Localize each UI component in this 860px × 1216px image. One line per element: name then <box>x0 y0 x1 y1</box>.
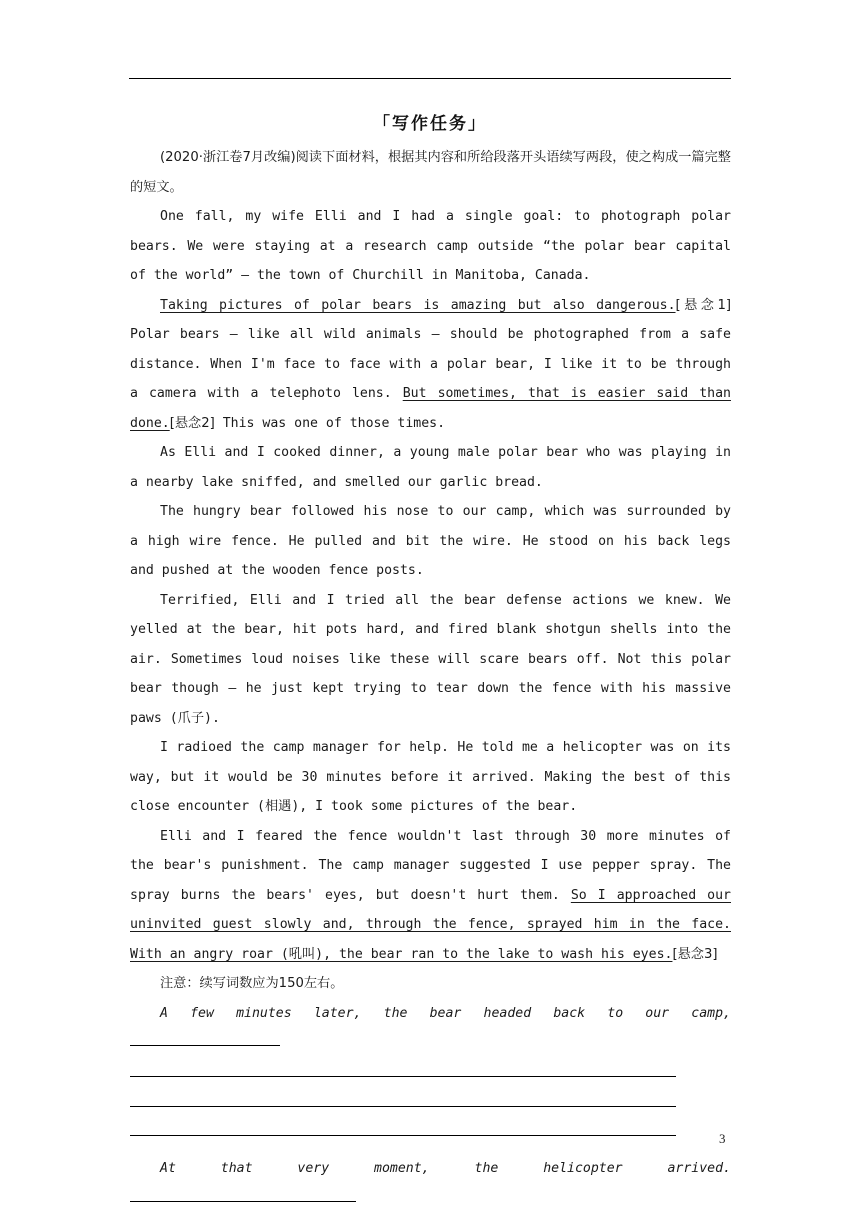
header-rule <box>129 78 731 79</box>
suspense-tag-3: [悬念3] <box>672 946 718 962</box>
writing-blank[interactable] <box>130 1187 356 1202</box>
page-number: 3 <box>719 1131 726 1146</box>
continuation-prompt-1 <box>130 999 731 1058</box>
document-body <box>130 143 731 1213</box>
suspense-sentence-2: But sometimes, that is easier said than done. <box>130 386 731 431</box>
writing-blank[interactable] <box>130 1031 280 1046</box>
story-paragraph-1: One fall, my wife Elli and I had a single goal: to photograph polar bears. We were staying at a research camp outside “the polar bear capital of the world” — the town of Churchill in Manitoba, Canada. <box>130 209 731 283</box>
story-paragraph-7 <box>130 822 731 970</box>
word-count-note: 注意：续写词数应为150左右。 <box>160 976 344 991</box>
story-paragraph-2 <box>130 291 731 439</box>
prompt-text-1: A few minutes later, the bear headed back to our camp, <box>160 1005 731 1021</box>
writing-line-3[interactable] <box>130 1117 731 1147</box>
writing-line-2[interactable] <box>130 1087 731 1117</box>
story-paragraph-5: Terrified, Elli and I tried all the bear defense actions we knew. We yelled at the bear, hit pots hard, and fired blank shotgun shells into the air. Sometimes loud noises like these will scare bears off. Not this polar bear though — he just kept trying to tear down the fence with his massive paws (爪子). <box>130 592 731 726</box>
instruction-paragraph: (2020·浙江卷7月改编)阅读下面材料，根据其内容和所给段落开头语续写两段，使之构成一篇完整的短文。 <box>130 150 731 195</box>
paragraph-text: Polar bears — like all wild animals — should be photographed from a safe distance. When I'm face to face with a polar bear, I like it to be through a camera with a telephoto lens. <box>130 327 731 401</box>
suspense-tag-1: [悬念1] <box>675 297 731 313</box>
writing-line-1[interactable] <box>130 1058 731 1088</box>
story-paragraph-4: The hungry bear followed his nose to our camp, which was surrounded by a high wire fence. He pulled and bit the wire. He stood on his back legs and pushed at the wooden fence posts. <box>130 504 731 578</box>
section-title: 「写作任务」 <box>373 114 487 134</box>
suspense-sentence-1: Taking pictures of polar bears is amazing but also dangerous. <box>160 297 676 313</box>
suspense-tag-2: [悬念2] <box>169 415 215 431</box>
story-paragraph-6: I radioed the camp manager for help. He told me a helicopter was on its way, but it would be 30 minutes before it arrived. Making the best of this close encounter (相遇), I took some pictures of the bear. <box>130 740 731 814</box>
continuation-prompt-2 <box>130 1154 731 1213</box>
paragraph-text: Elli and I feared the fence wouldn't last through 30 more minutes of the bear's punishment. The camp manager suggested I use pepper spray. The spray burns the bears' eyes, but doesn't hurt them. <box>130 828 731 903</box>
prompt-text-2: At that very moment, the helicopter arrived. <box>160 1161 731 1176</box>
paragraph-text: This was one of those times. <box>214 415 446 431</box>
suspense-sentence-3: So I approached our uninvited guest slowly and, through the fence, sprayed him in the face. With an angry roar (吼叫), the bear ran to the lake to wash his eyes. <box>130 887 731 962</box>
story-paragraph-3: As Elli and I cooked dinner, a young male polar bear who was playing in a nearby lake sniffed, and smelled our garlic bread. <box>130 445 731 490</box>
